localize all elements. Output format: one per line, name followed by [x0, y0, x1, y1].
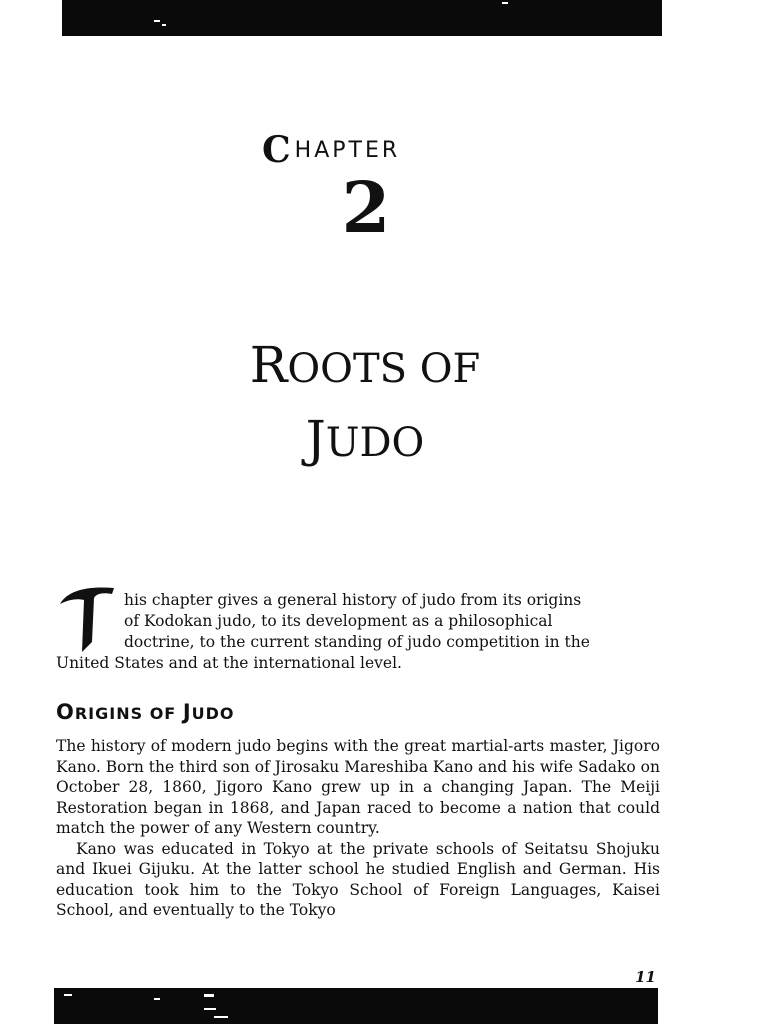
intro-line-1: his chapter gives a general history of judo from its origins [124, 591, 582, 609]
title-rest-1: OOTS OF [287, 346, 481, 392]
heading-initial-j: J [182, 700, 192, 724]
intro-line-3: doctrine, to the current standing of judo competition in the [124, 633, 590, 651]
intro-line-4: United States and at the international level. [56, 654, 402, 672]
chapter-title-line-2 [150, 404, 580, 478]
heading-rest-2: UDO [191, 704, 235, 723]
scan-bottom-border [54, 988, 658, 1024]
chapter-label-initial: C [262, 129, 294, 171]
title-initial-j: J [305, 410, 326, 468]
page-number: 11 [635, 968, 656, 986]
chapter-label [262, 129, 482, 171]
section-body [56, 736, 660, 921]
section-heading [56, 700, 456, 724]
body-paragraph-1: The history of modern judo begins with the great martial-arts master, Jigoro Kano. Born the third son of Jirosaku Mareshiba Kano and his wife Sadako on October 28, 1860, Jigoro Kano grew up in a changing Japan. The Meiji Restoration began in 1868, and Japan raced to become a nation that could match the power of any Western country. [56, 737, 660, 837]
chapter-title [150, 330, 580, 478]
title-rest-2: UDO [325, 420, 425, 466]
chapter-label-rest: HAPTER [294, 137, 401, 163]
title-initial-r: R [249, 336, 288, 394]
chapter-title-line-1 [150, 330, 580, 404]
body-paragraph-2: Kano was educated in Tokyo at the private schools of Seitatsu Shojuku and Ikuei Gijuku. At the latter school he studied English and German. His education took him to the Tokyo School of Foreign Languages, Kaisei School, and eventually to the Tokyo [56, 839, 660, 919]
chapter-number: 2 [341, 166, 391, 249]
heading-initial-o: O [56, 700, 75, 724]
scan-top-border [62, 0, 662, 36]
heading-rest-1: RIGINS OF [74, 704, 183, 723]
intro-line-2: of Kodokan judo, to its development as a philosophical [124, 612, 553, 630]
intro-paragraph [56, 590, 660, 674]
